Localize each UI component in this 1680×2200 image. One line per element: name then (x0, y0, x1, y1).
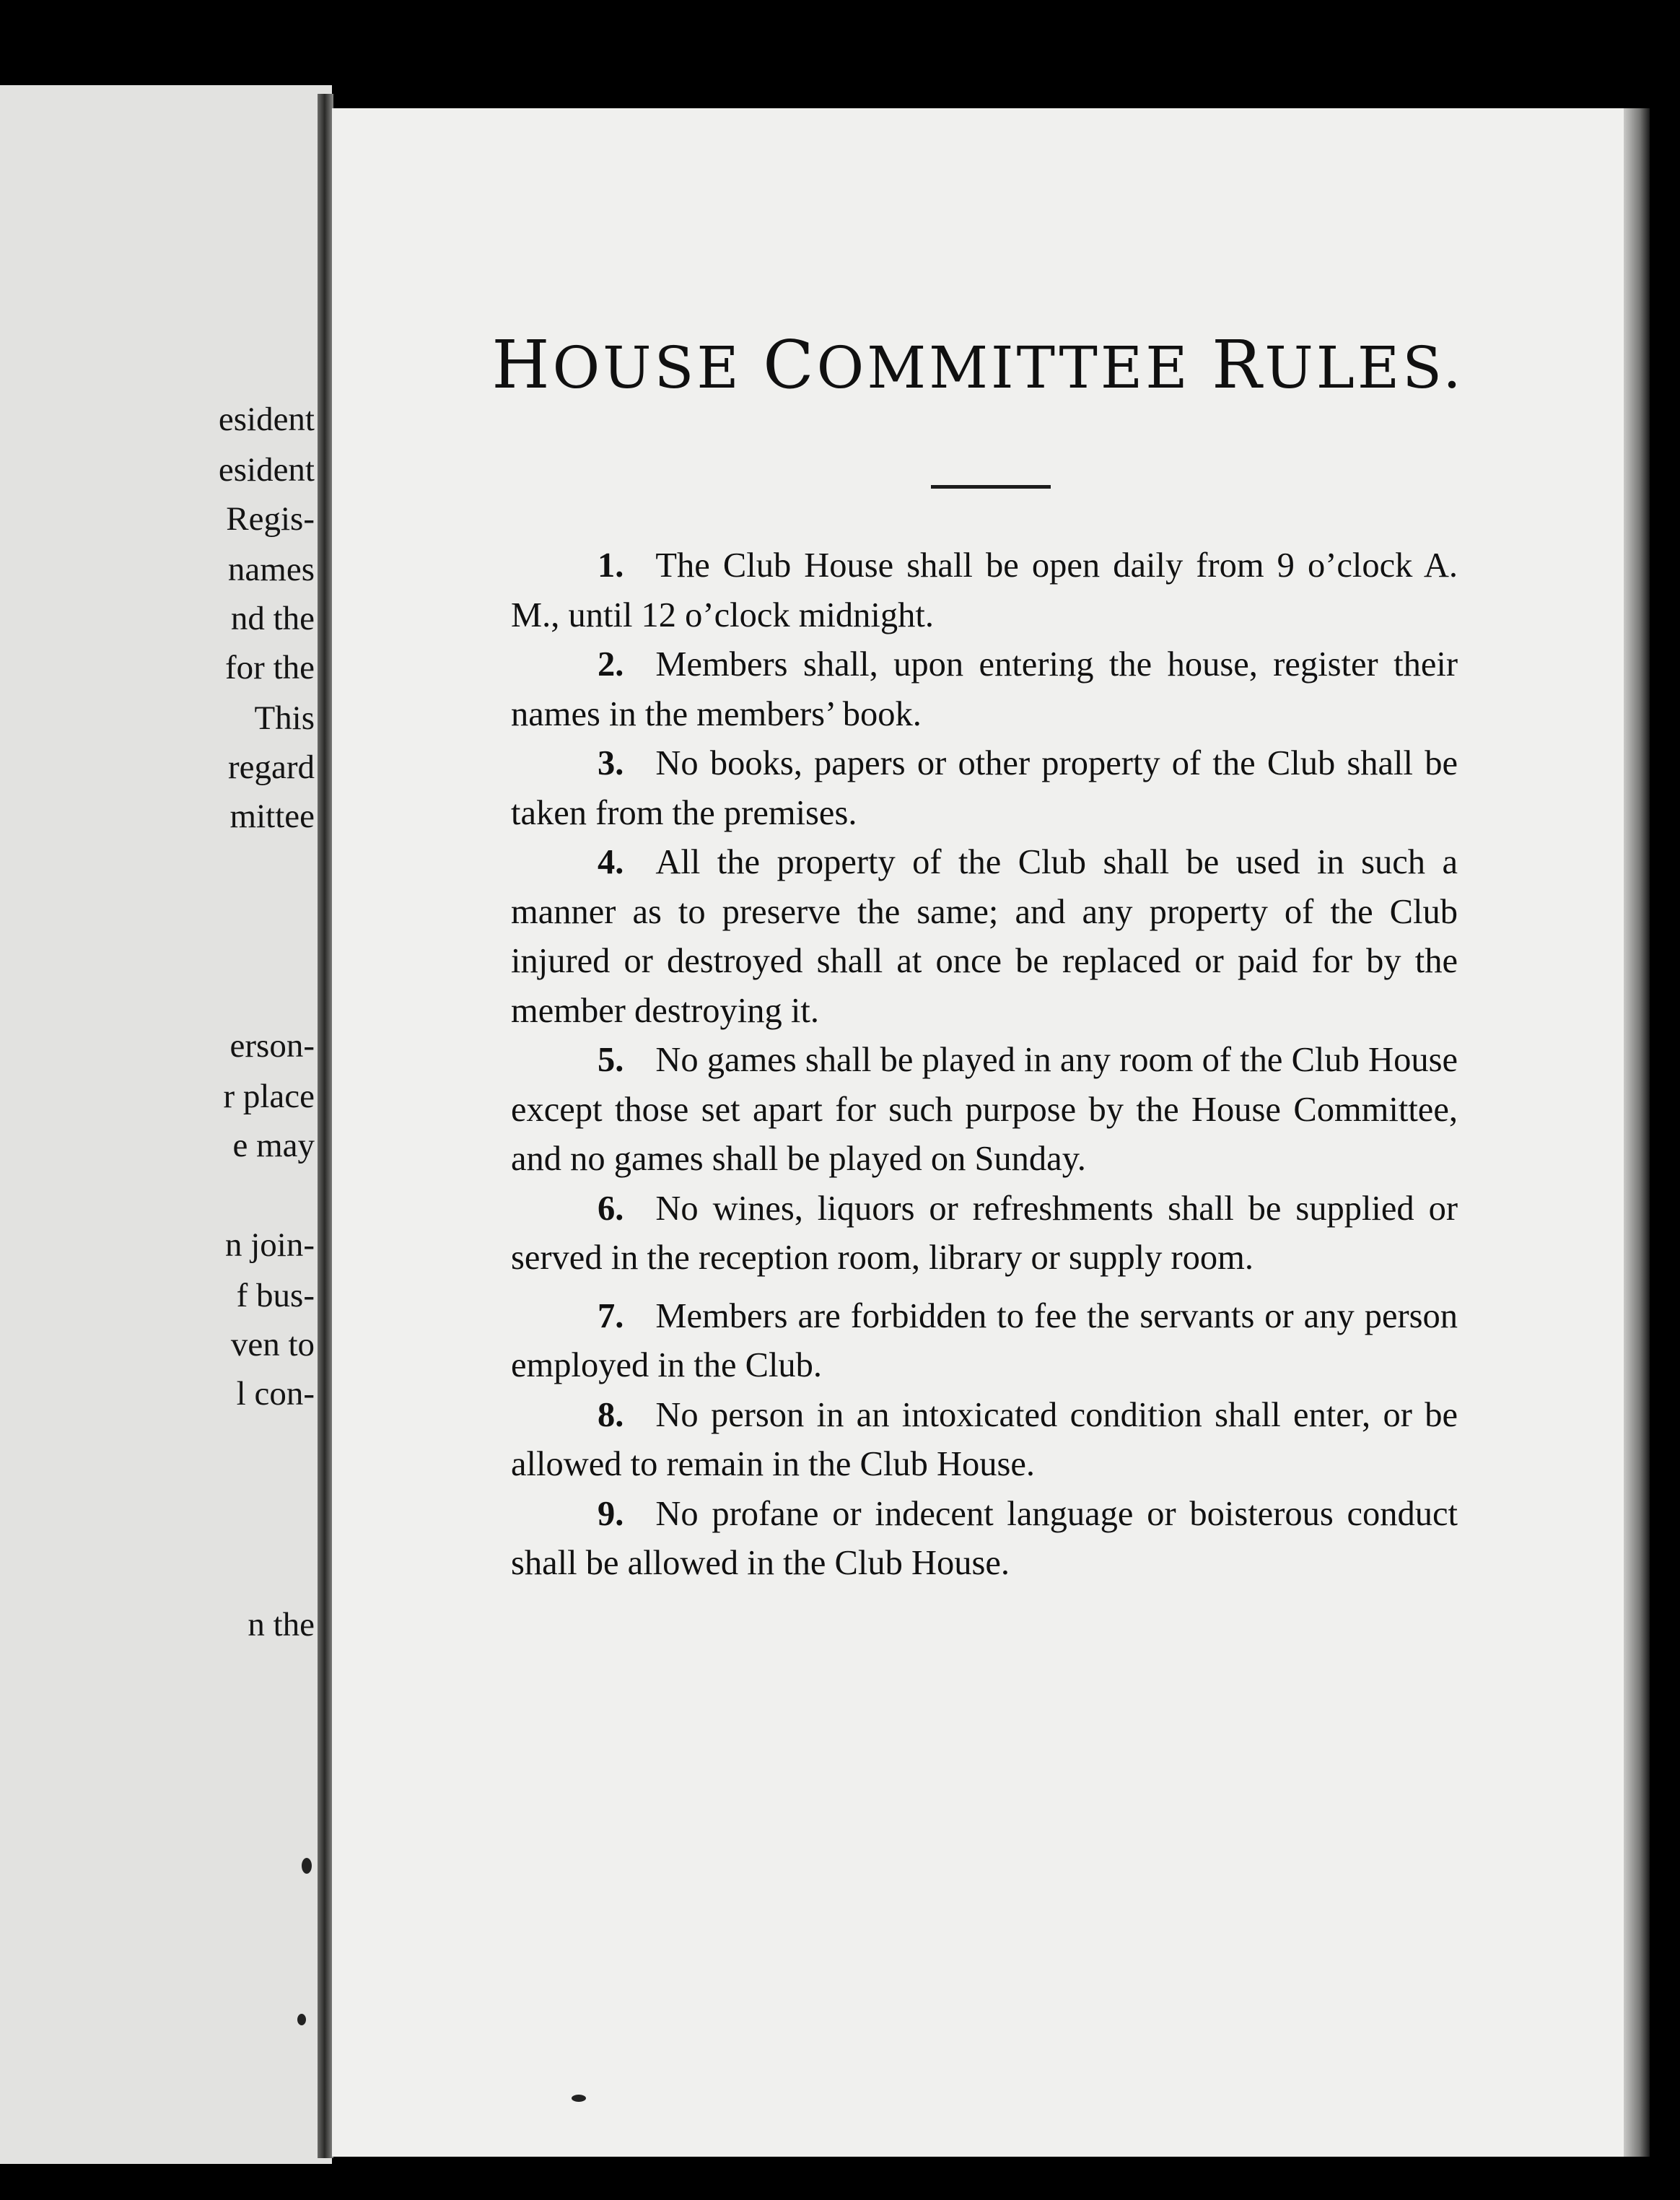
scan-speck (302, 1858, 312, 1874)
left-fragment: ven to (230, 1326, 315, 1363)
rule-item: 8. No person in an intoxicated condition shall enter, or be allowed to remain in the Club House. (511, 1395, 1458, 1483)
left-fragment: erson- (229, 1027, 315, 1065)
rule-item: 3. No books, papers or other property of the Club shall be taken from the premises. (511, 744, 1458, 832)
left-fragment: l con- (236, 1375, 315, 1413)
left-page (0, 85, 332, 2164)
rule-item: 6. No wines, liquors or refreshments shall be supplied or served in the reception room, library or supply room. (511, 1189, 1458, 1277)
rules-list (511, 541, 1458, 1589)
rule-item: 7. Members are forbidden to fee the servants or any person employed in the Club. (511, 1296, 1458, 1384)
left-fragment: nd the (230, 600, 315, 637)
scan-speck (572, 2095, 586, 2102)
left-fragment: esident (218, 401, 315, 438)
left-fragment: e may (232, 1127, 315, 1164)
rule-item: 4. All the property of the Club shall be used in such a manner as to preserve the same; and any property of the Club injured or destroyed shall at once be replaced or paid for by the member destroying it. (511, 843, 1458, 1030)
left-fragment: n the (248, 1606, 315, 1644)
left-fragment: esident (218, 451, 315, 489)
title-divider (931, 485, 1051, 489)
rule-item: 1. The Club House shall be open daily from 9 o’clock A. M., until 12 o’clock midnight. (511, 546, 1458, 634)
left-fragment: mittee (229, 798, 315, 835)
page-edge (1624, 108, 1650, 2157)
left-fragment: for the (225, 649, 315, 686)
rule-item: 9. No profane or indecent language or boisterous conduct shall be allowed in the Club House. (511, 1494, 1458, 1582)
left-fragment: Regis- (226, 500, 315, 538)
book-gutter (318, 94, 333, 2158)
rule-item: 5. No games shall be played in any room of the Club House except those set apart for such purpose by the House Committee, and no games shall be played on Sunday. (511, 1041, 1458, 1178)
left-fragment: This (254, 699, 315, 737)
rule-item: 2. Members shall, upon entering the house, register their names in the members’ book. (511, 645, 1458, 733)
left-fragment: regard (227, 748, 315, 786)
left-fragment: f bus- (236, 1277, 315, 1314)
left-fragment: r place (223, 1078, 315, 1115)
right-page (332, 108, 1624, 2157)
left-fragment: n join- (224, 1226, 315, 1264)
page-title: HOUSE COMMITTEE RULES. (491, 326, 1464, 403)
scan-speck (297, 2014, 306, 2025)
left-fragment: names (227, 551, 315, 588)
